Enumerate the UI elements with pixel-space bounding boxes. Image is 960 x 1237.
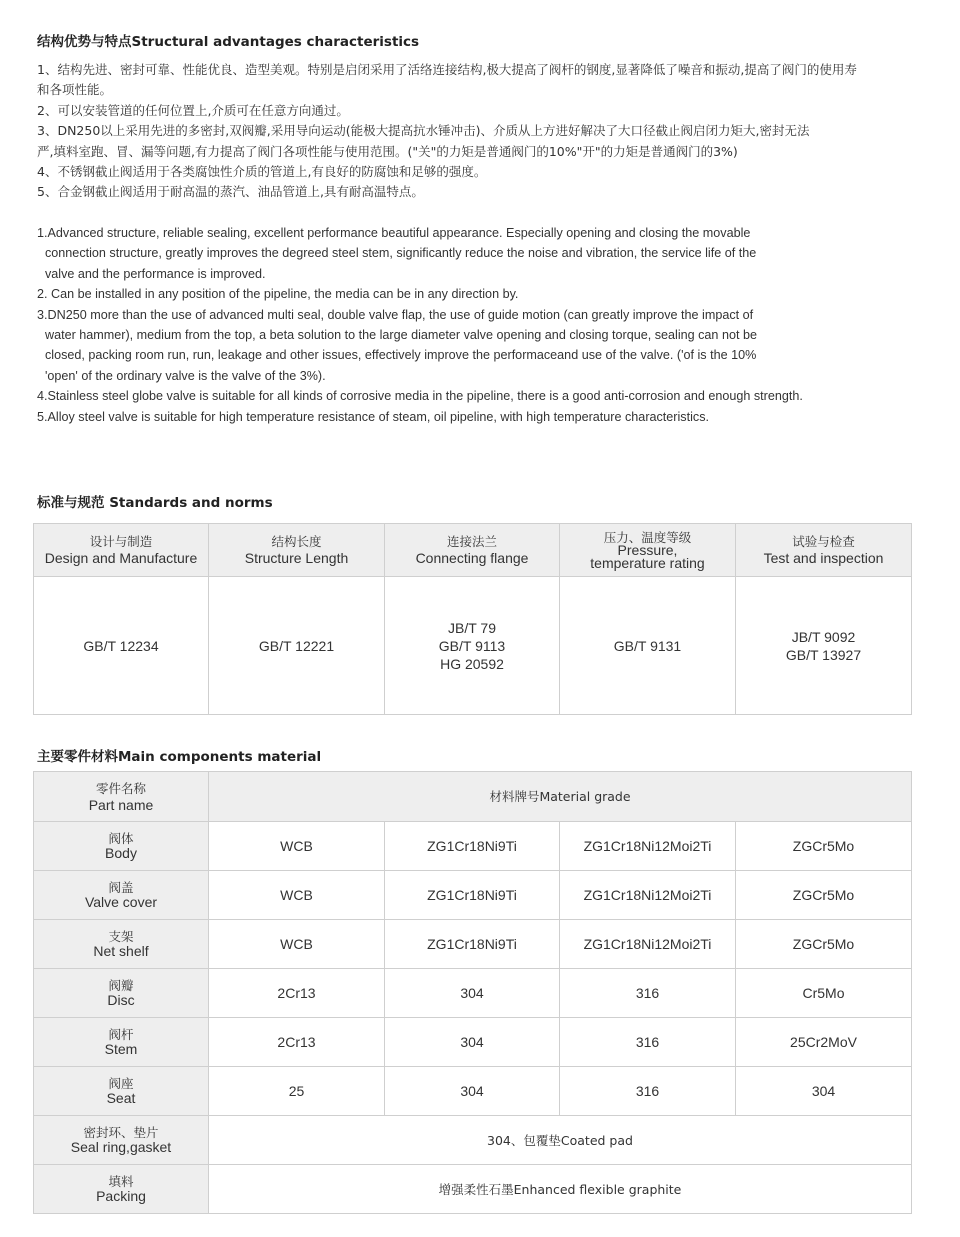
en-item: 'open' of the ordinary valve is the valve of the 3%).: [45, 368, 326, 383]
en-item: 5.Alloy steel valve is suitable for high temperature resistance of steam, oil pipeline, with high temperature characteristics.: [37, 409, 709, 424]
materials-header-part: 零件名称 Part name: [34, 772, 209, 822]
materials-table: [33, 771, 912, 1214]
material-grade-cell: Cr5Mo: [736, 969, 912, 1018]
part-name-cell: 阀体 Body: [34, 822, 209, 871]
cn-item: 3、DN250以上采用先进的多密封,双阀瓣,采用导向运动(能极大提高抗水锤冲击)、介质从上方进好解决了大口径截止阀启闭力矩大,密封无法: [37, 123, 810, 139]
en-item: 1.Advanced structure, reliable sealing, excellent performance beautiful appearance. Especially opening and closing the movable: [37, 226, 751, 240]
advantages-title: 结构优势与特点Structural advantages characteristics: [37, 34, 420, 50]
material-grade-cell: 304: [385, 1067, 560, 1116]
materials-header-grade: 材料牌号Material grade: [209, 772, 912, 822]
materials-row: [34, 871, 912, 920]
materials-row: [34, 1116, 912, 1165]
standards-value-test: JB/T 9092 GB/T 13927: [736, 577, 912, 715]
materials-row: [34, 1018, 912, 1067]
material-grade-cell: 2Cr13: [209, 1018, 385, 1067]
standards-value-row: [34, 577, 912, 715]
part-name-cell: 支架 Net shelf: [34, 920, 209, 969]
materials-row: [34, 822, 912, 871]
material-grade-cell: 2Cr13: [209, 969, 385, 1018]
material-grade-cell: 25: [209, 1067, 385, 1116]
standards-header-design: 设计与制造 Design and Manufacture: [34, 524, 209, 577]
standards-header-test: 试验与检查 Test and inspection: [736, 524, 912, 577]
material-grade-cell: ZG1Cr18Ni12Moi2Ti: [560, 920, 736, 969]
part-name-cell: 阀杆 Stem: [34, 1018, 209, 1067]
standards-header-length: 结构长度 Structure Length: [209, 524, 385, 577]
standards-header-row: [34, 524, 912, 577]
standards-title: 标准与规范 Standards and norms: [37, 495, 273, 511]
material-grade-cell: 304: [385, 1018, 560, 1067]
materials-row: [34, 969, 912, 1018]
material-grade-cell: 304: [385, 969, 560, 1018]
part-name-cell: 密封环、垫片 Seal ring,gasket: [34, 1116, 209, 1165]
part-name-cell: 阀瓣 Disc: [34, 969, 209, 1018]
material-grade-merged-cell: 304、包覆垫Coated pad: [209, 1116, 912, 1165]
material-grade-cell: ZGCr5Mo: [736, 871, 912, 920]
materials-row: [34, 1067, 912, 1116]
materials-header-row: [34, 772, 912, 822]
materials-row: [34, 1165, 912, 1214]
material-grade-cell: 25Cr2MoV: [736, 1018, 912, 1067]
part-name-cell: 阀盖 Valve cover: [34, 871, 209, 920]
part-name-cell: 填料 Packing: [34, 1165, 209, 1214]
en-item: valve and the performance is improved.: [45, 266, 266, 281]
cn-item: 1、结构先进、密封可靠、性能优良、造型美观。特别是启闭采用了活络连接结构,极大提高了阀杆的钢度,显著降低了噪音和振动,提高了阀门的使用寿: [37, 62, 857, 77]
standards-table: [33, 523, 912, 715]
standards-value-flange: JB/T 79 GB/T 9113 HG 20592: [385, 577, 560, 715]
material-grade-cell: ZGCr5Mo: [736, 920, 912, 969]
en-item: 3.DN250 more than the use of advanced multi seal, double valve flap, the use of guide motion (can greatly improve the impact of: [37, 307, 754, 322]
part-name-cell: 阀座 Seat: [34, 1067, 209, 1116]
material-grade-cell: WCB: [209, 920, 385, 969]
material-grade-cell: 316: [560, 969, 736, 1018]
material-grade-cell: ZG1Cr18Ni9Ti: [385, 822, 560, 871]
en-item: 2. Can be installed in any position of the pipeline, the media can be in any direction by.: [37, 287, 519, 302]
cn-item: 4、不锈钢截止阀适用于各类腐蚀性介质的管道上,有良好的防腐蚀和足够的强度。: [37, 164, 487, 180]
cn-item: 和各项性能。: [37, 82, 113, 98]
material-grade-cell: ZG1Cr18Ni12Moi2Ti: [560, 822, 736, 871]
material-grade-cell: WCB: [209, 822, 385, 871]
cn-item: 5、合金钢截止阀适用于耐高温的蒸汽、油品管道上,具有耐高温特点。: [37, 184, 424, 200]
standards-value-design: GB/T 12234: [34, 577, 209, 715]
advantages-en-list: [37, 223, 947, 427]
en-item: closed, packing room run, run, leakage and other issues, effectively improve the performaceand use of the valve. ('of is the 10%: [45, 348, 757, 363]
material-grade-cell: ZG1Cr18Ni9Ti: [385, 871, 560, 920]
material-grade-cell: 316: [560, 1018, 736, 1067]
material-grade-cell: ZG1Cr18Ni12Moi2Ti: [560, 871, 736, 920]
material-grade-cell: ZGCr5Mo: [736, 822, 912, 871]
standards-header-flange: 连接法兰 Connecting flange: [385, 524, 560, 577]
advantages-cn-list: [37, 60, 942, 203]
material-grade-cell: 316: [560, 1067, 736, 1116]
standards-header-pressure: 压力、温度等级 Pressure, temperature rating: [560, 524, 736, 577]
material-grade-cell: 304: [736, 1067, 912, 1116]
cn-item: 2、可以安装管道的任何位置上,介质可在任意方向通过。: [37, 102, 349, 118]
material-grade-merged-cell: 增强柔性石墨Enhanced flexible graphite: [209, 1165, 912, 1214]
materials-title: 主要零件材料Main components material: [37, 749, 322, 765]
standards-value-length: GB/T 12221: [209, 577, 385, 715]
en-item: 4.Stainless steel globe valve is suitable for all kinds of corrosive media in the pipeline, there is a good anti-corrosion and enough strength.: [37, 389, 803, 404]
material-grade-cell: WCB: [209, 871, 385, 920]
material-grade-cell: ZG1Cr18Ni9Ti: [385, 920, 560, 969]
materials-row: [34, 920, 912, 969]
cn-item: 严,填料室跑、冒、漏等问题,有力提高了阀门各项性能与使用范围。("关"的力矩是普通阀门的10%"开"的力矩是普通阀门的3%): [37, 143, 738, 159]
en-item: connection structure, greatly improves the degreed steel stem, significantly reduce the noise and vibration, the service life of the: [45, 246, 757, 261]
standards-value-pressure: GB/T 9131: [560, 577, 736, 715]
en-item: water hammer), medium from the top, a beta solution to the large diameter valve opening and closing torque, sealing can not be: [45, 328, 757, 343]
